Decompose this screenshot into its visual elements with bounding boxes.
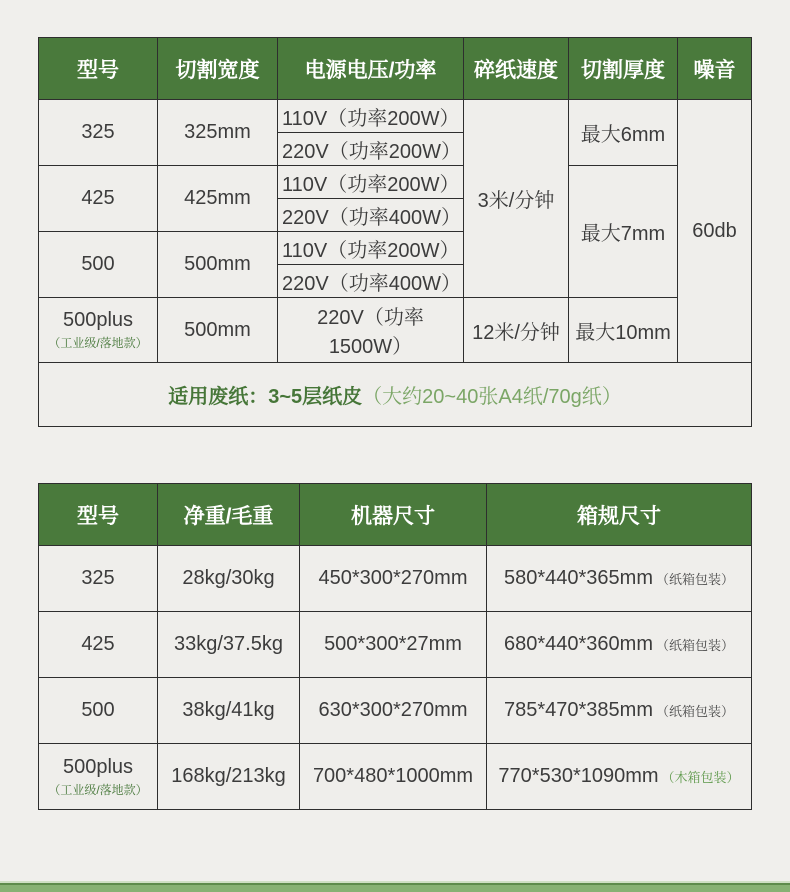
table2-header-row <box>39 484 752 546</box>
power-500-220v: 220V（功率400W） <box>278 265 464 298</box>
dimension-spec-table <box>38 483 752 810</box>
box-size-425 <box>487 612 752 678</box>
model-500plus-name: 500plus <box>62 755 134 778</box>
weight-325: 28kg/30kg <box>158 546 300 612</box>
table1-header-row <box>39 38 752 100</box>
table-row <box>39 678 752 744</box>
applicable-paper-note <box>39 363 752 427</box>
model-500: 500 <box>39 232 158 298</box>
model-325: 325 <box>39 100 158 166</box>
header-thickness: 切割厚度 <box>569 38 678 100</box>
table-row <box>39 298 752 363</box>
wood-box-packaging-note: （木箱包装） <box>661 770 740 785</box>
header-box-size: 箱规尺寸 <box>487 484 752 546</box>
table-row <box>39 612 752 678</box>
weight-500plus: 168kg/213kg <box>158 744 300 810</box>
model-425: 425 <box>39 166 158 232</box>
header-speed: 碎纸速度 <box>464 38 569 100</box>
table-row <box>39 100 752 133</box>
header-machine-size: 机器尺寸 <box>300 484 487 546</box>
header-weight: 净重/毛重 <box>158 484 300 546</box>
box-packaging-note: （纸箱包装） <box>655 638 734 653</box>
weight-425: 33kg/37.5kg <box>158 612 300 678</box>
speed-shared: 3米/分钟 <box>464 100 569 298</box>
box-size-325 <box>487 546 752 612</box>
thickness-325: 最大6mm <box>569 100 678 166</box>
machine-size-500: 630*300*270mm <box>300 678 487 744</box>
cut-width-500: 500mm <box>158 232 278 298</box>
thickness-425-500: 最大7mm <box>569 166 678 298</box>
machine-size-325: 450*300*270mm <box>300 546 487 612</box>
box-size-500 <box>487 678 752 744</box>
table-row <box>39 166 752 199</box>
cut-width-425: 425mm <box>158 166 278 232</box>
applicable-paper-detail: （大约20~40张A4纸/70g纸） <box>362 386 622 408</box>
machine-size-425: 500*300*27mm <box>300 612 487 678</box>
header-cut-width: 切割宽度 <box>158 38 278 100</box>
model-500plus-subtitle: （工业级/落地款） <box>48 782 148 797</box>
box-size-500plus <box>487 744 752 810</box>
model-500plus <box>39 744 158 810</box>
model-500plus <box>39 298 158 363</box>
box-size-value: 580*440*365mm <box>503 567 653 589</box>
model-500plus-subtitle: （工业级/落地款） <box>48 336 148 350</box>
cut-width-325: 325mm <box>158 100 278 166</box>
power-500plus: 220V（功率1500W） <box>278 298 464 363</box>
table-row <box>39 744 752 810</box>
cutting-spec-table <box>38 37 752 427</box>
header-model: 型号 <box>39 38 158 100</box>
noise-shared: 60db <box>678 100 752 363</box>
model-425: 425 <box>39 612 158 678</box>
power-325-110v: 110V（功率200W） <box>278 100 464 133</box>
header-noise: 噪音 <box>678 38 752 100</box>
box-size-value: 770*530*1090mm <box>498 765 659 787</box>
weight-500: 38kg/41kg <box>158 678 300 744</box>
table-row <box>39 546 752 612</box>
bottom-green-bar <box>0 881 790 892</box>
box-size-value: 680*440*360mm <box>503 633 653 655</box>
header-power: 电源电压/功率 <box>278 38 464 100</box>
model-325: 325 <box>39 546 158 612</box>
machine-size-500plus: 700*480*1000mm <box>300 744 487 810</box>
power-425-220v: 220V（功率400W） <box>278 199 464 232</box>
power-325-220v: 220V（功率200W） <box>278 133 464 166</box>
power-425-110v: 110V（功率200W） <box>278 166 464 199</box>
box-packaging-note: （纸箱包装） <box>655 572 734 587</box>
power-500-110v: 110V（功率200W） <box>278 232 464 265</box>
applicable-paper-bold: 适用废纸：3~5层纸皮 <box>168 386 363 408</box>
box-size-value: 785*470*385mm <box>503 699 653 721</box>
header-model-2: 型号 <box>39 484 158 546</box>
cut-width-500plus: 500mm <box>158 298 278 363</box>
table-footer-row <box>39 363 752 427</box>
thickness-500plus: 最大10mm <box>569 298 678 363</box>
speed-500plus: 12米/分钟 <box>464 298 569 363</box>
model-500plus-name: 500plus <box>62 309 134 331</box>
model-500: 500 <box>39 678 158 744</box>
box-packaging-note: （纸箱包装） <box>655 704 734 719</box>
